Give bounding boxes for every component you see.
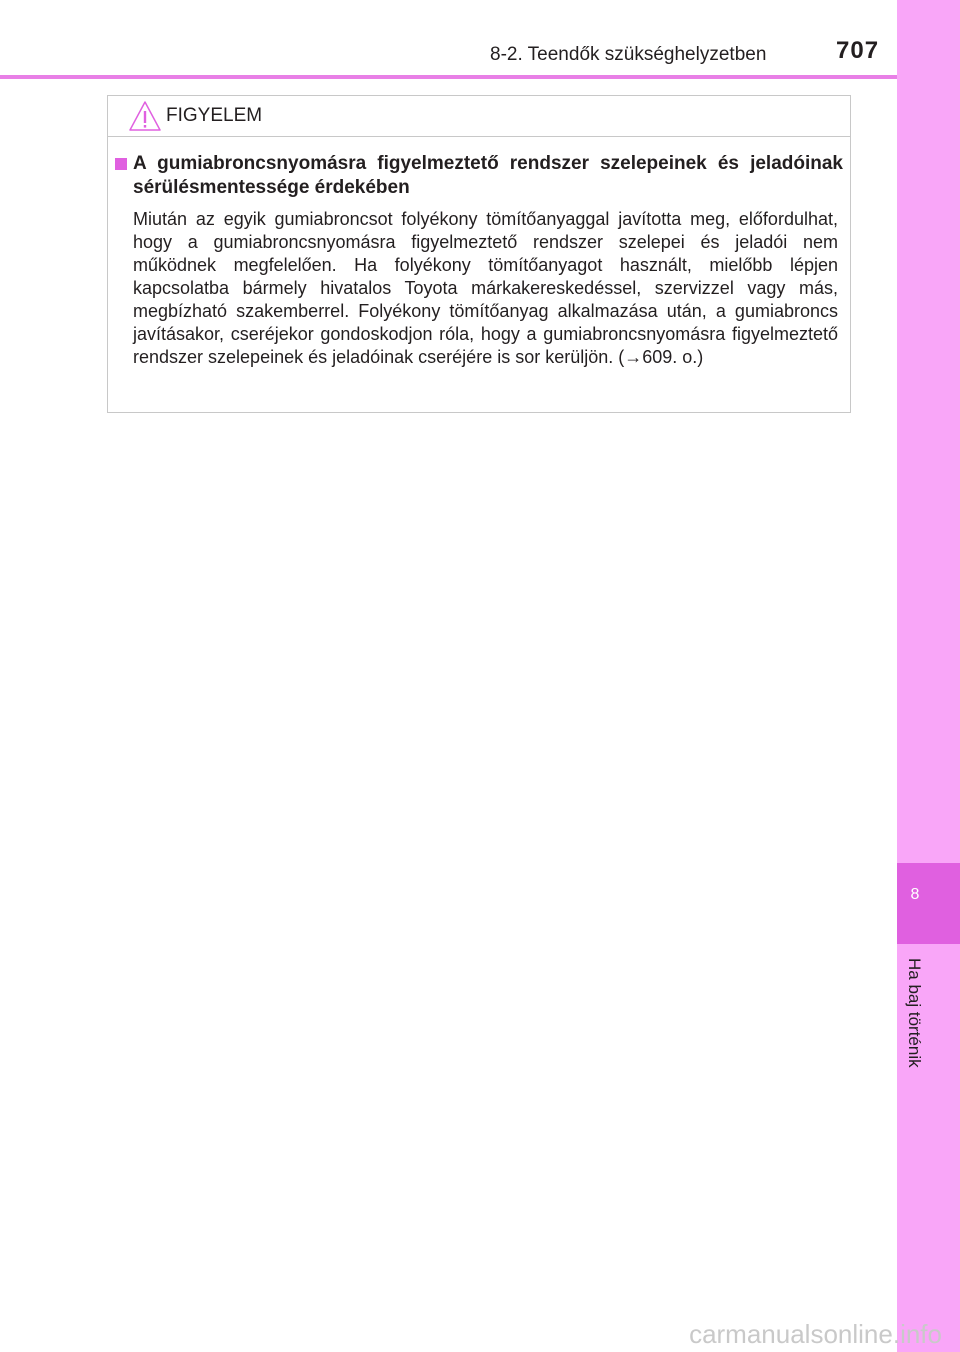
watermark: carmanualsonline.info xyxy=(689,1319,942,1349)
warning-title: FIGYELEM xyxy=(166,105,263,126)
chapter-side-tab xyxy=(897,0,960,1352)
warning-header xyxy=(108,96,850,137)
warning-triangle-icon xyxy=(128,100,162,132)
warning-subheading: A gumiabroncsnyomásra figyelmeztető rendszer szelepeinek és jeladóinak sérülésmentessége érdekében xyxy=(133,153,843,198)
header-rule xyxy=(0,75,897,79)
section-title: 8-2. Teendők szükséghelyzetben xyxy=(490,44,767,65)
chapter-number: 8 xyxy=(910,886,920,903)
warning-box xyxy=(107,95,851,413)
page-number: 707 xyxy=(836,37,880,64)
bullet-square-icon xyxy=(115,158,127,170)
chapter-title: Ha baj történik xyxy=(905,958,924,1068)
warning-body-text: Miután az egyik gumiabroncsot folyékony tömítőanyaggal javította meg, előfordulhat, hogy a gumiabroncsnyomásra figyelmeztető rendszer szelepei és jeladói nem működnek megfelelően. Ha folyékony tömítőanyagot használt, mielőbb lépjen kapcsolatba bármely hivatalos Toyota márkakereskedéssel, szervizzel vagy más, megbízható szakemberrel. Folyékony tömítőanyag alkalmazása után, a gumiabroncs javításakor, cseréjekor gondoskodjon róla, hogy a gumiabroncsnyomásra figyelmeztető rendszer szelepeinek és jeladóinak cseréjére is sor kerüljön. (→609. o.) xyxy=(133,209,838,367)
